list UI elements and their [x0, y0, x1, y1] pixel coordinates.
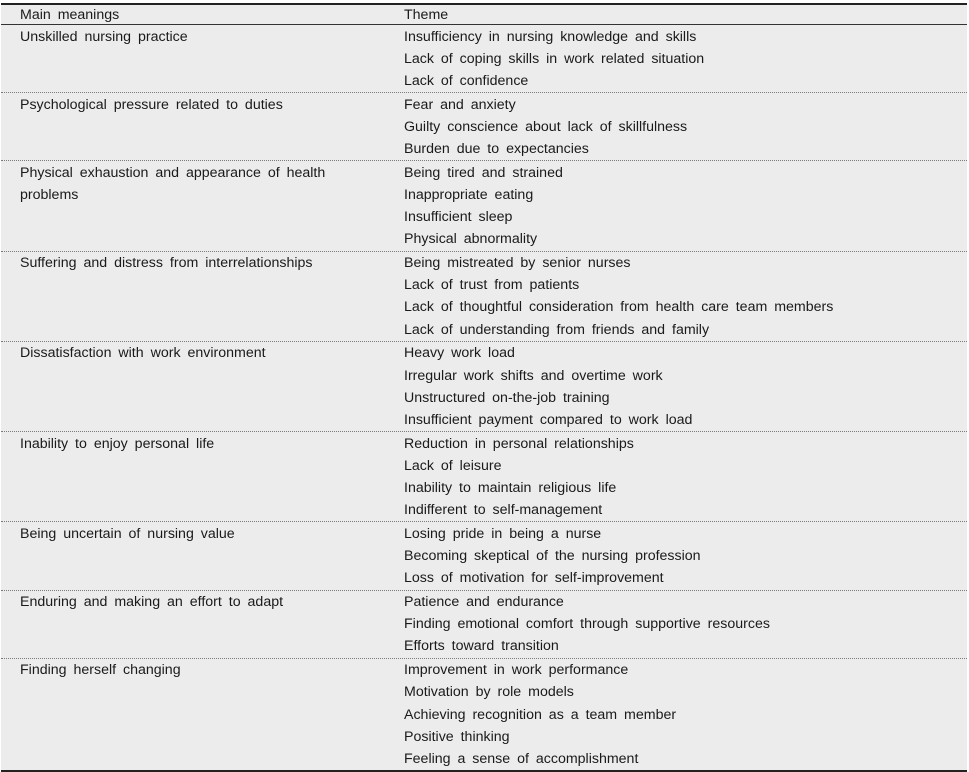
column-header-main-meanings: Main meanings: [20, 7, 120, 23]
theme-item: Being mistreated by senior nurses: [404, 255, 631, 272]
theme-cell: [404, 93, 967, 160]
table-row: [1, 522, 967, 590]
main-meaning-cell: [1, 432, 404, 521]
theme-item: Insufficient payment compared to work load: [404, 411, 693, 428]
theme-item: Fear and anxiety: [404, 96, 516, 113]
theme-item: Achieving recognition as a team member: [404, 706, 677, 723]
theme-item: Lack of thoughtful consideration from health care team members: [404, 299, 834, 316]
main-meaning-cell: [1, 522, 404, 589]
theme-item: Efforts toward transition: [404, 638, 559, 655]
main-meaning-text: Psychological pressure related to duties: [20, 96, 283, 113]
table-row: [1, 161, 967, 251]
table-header: [1, 5, 967, 25]
theme-item: Burden due to expectancies: [404, 141, 589, 158]
main-meaning-cell: [1, 25, 404, 92]
theme-cell: [404, 659, 967, 771]
theme-item: Lack of confidence: [404, 72, 529, 89]
theme-cell: [404, 25, 967, 92]
meanings-table: [1, 3, 967, 772]
main-meaning-cell: [1, 591, 404, 658]
theme-item: Insufficient sleep: [404, 209, 513, 226]
theme-item: Lack of coping skills in work related situation: [404, 50, 705, 67]
table-row: [1, 591, 967, 659]
theme-item: Feeling a sense of accomplishment: [404, 751, 639, 767]
table-row: [1, 252, 967, 342]
main-meaning-cell: [1, 659, 404, 771]
theme-item: Indifferent to self-management: [404, 502, 603, 519]
main-meaning-text: Unskilled nursing practice: [20, 28, 188, 45]
theme-item: Insufficiency in nursing knowledge and skills: [404, 28, 697, 45]
theme-cell: [404, 591, 967, 658]
theme-cell: [404, 342, 967, 431]
theme-item: Positive thinking: [404, 728, 510, 745]
theme-item: Reduction in personal relationships: [404, 435, 634, 452]
theme-item: Inability to maintain religious life: [404, 480, 617, 497]
theme-item: Improvement in work performance: [404, 662, 629, 679]
main-meaning-cell: [1, 252, 404, 341]
table-row: [1, 25, 967, 93]
theme-item: Losing pride in being a nurse: [404, 525, 602, 542]
theme-cell: [404, 161, 967, 250]
theme-item: Lack of leisure: [404, 457, 502, 474]
main-meaning-text: Enduring and making an effort to adapt: [20, 594, 284, 611]
theme-item: Heavy work load: [404, 345, 515, 362]
main-meaning-text: Physical exhaustion and appearance of health problems: [20, 164, 326, 203]
main-meaning-text: Being uncertain of nursing value: [20, 525, 235, 542]
table-row: [1, 659, 967, 771]
theme-item: Lack of understanding from friends and family: [404, 321, 710, 338]
main-meaning-text: Inability to enjoy personal life: [20, 435, 215, 452]
theme-item: Inappropriate eating: [404, 186, 534, 203]
theme-item: Motivation by role models: [404, 684, 574, 701]
theme-item: Lack of trust from patients: [404, 277, 580, 294]
theme-item: Loss of motivation for self-improvement: [404, 570, 664, 587]
main-meaning-cell: [1, 161, 404, 250]
theme-item: Patience and endurance: [404, 594, 564, 611]
theme-item: Being tired and strained: [404, 164, 563, 181]
theme-item: Unstructured on-the-job training: [404, 389, 610, 406]
theme-cell: [404, 432, 967, 521]
main-meaning-text: Finding herself changing: [20, 662, 181, 679]
main-meaning-text: Dissatisfaction with work environment: [20, 345, 266, 362]
theme-item: Finding emotional comfort through supportive resources: [404, 616, 770, 633]
theme-item: Irregular work shifts and overtime work: [404, 367, 663, 384]
theme-item: Guilty conscience about lack of skillfulness: [404, 118, 688, 135]
column-header-theme: Theme: [404, 7, 449, 23]
theme-item: Becoming skeptical of the nursing profession: [404, 548, 701, 565]
table-body: [1, 25, 967, 770]
theme-cell: [404, 522, 967, 589]
main-meaning-cell: [1, 342, 404, 431]
main-meaning-text: Suffering and distress from interrelationships: [20, 255, 313, 272]
main-meaning-cell: [1, 93, 404, 160]
table-row: [1, 432, 967, 522]
theme-cell: [404, 252, 967, 341]
theme-item: Physical abnormality: [404, 231, 538, 248]
table-row: [1, 93, 967, 161]
table-row: [1, 342, 967, 432]
